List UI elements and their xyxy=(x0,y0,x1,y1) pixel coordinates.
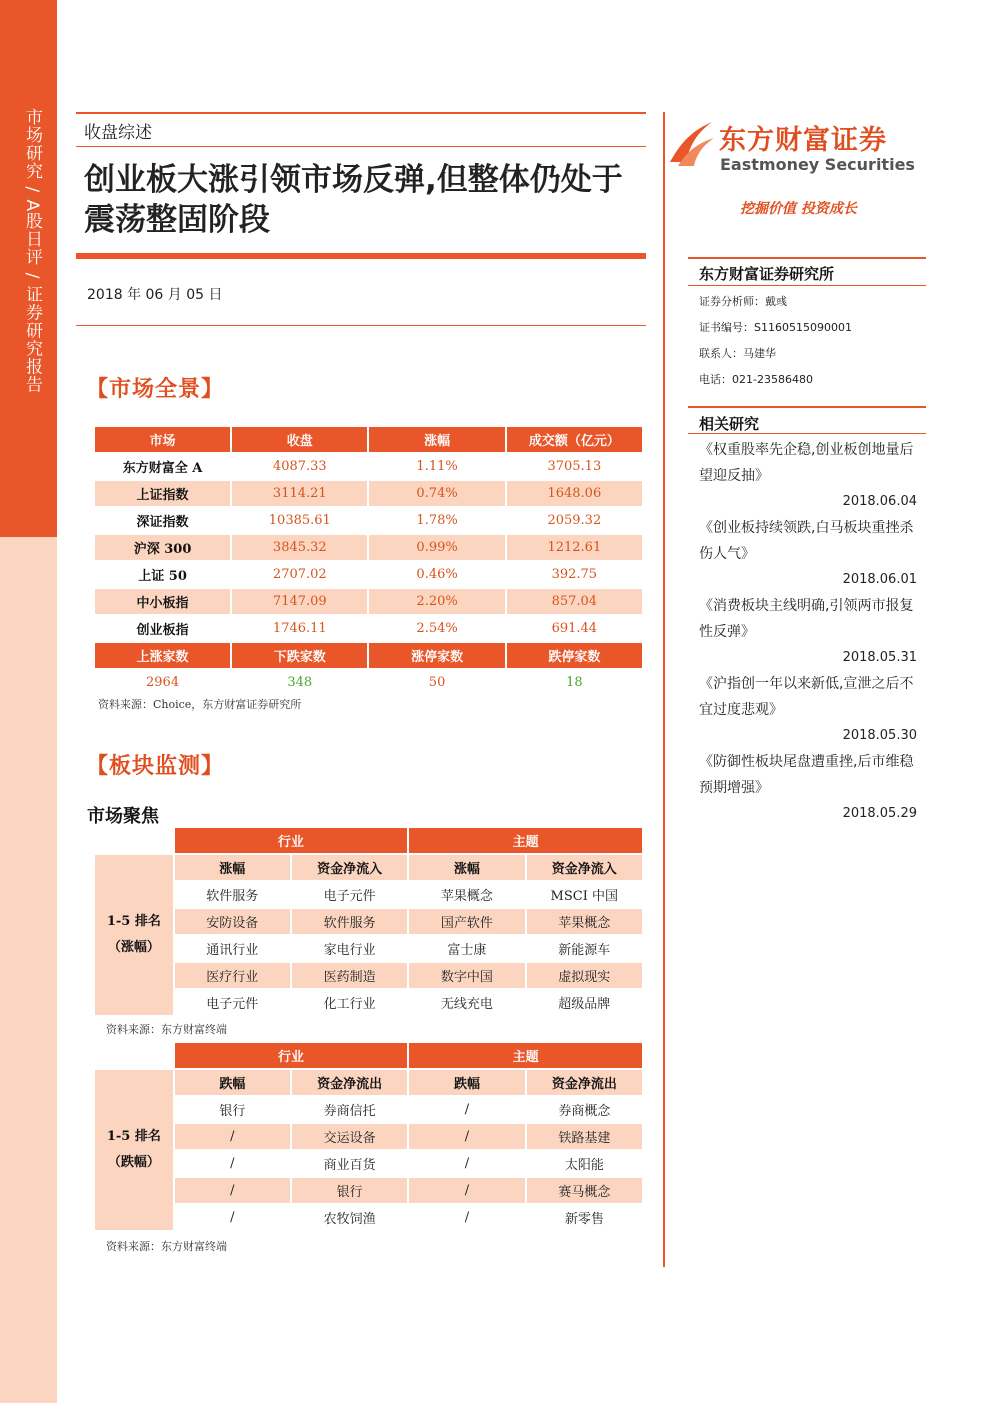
sub-header: 涨幅 xyxy=(409,855,524,880)
col-header: 收盘 xyxy=(232,427,367,452)
table-cell: 商业百货 xyxy=(292,1151,407,1176)
index-volume: 2059.32 xyxy=(507,508,642,533)
sidebar-category-text: 市场研究 / A股日评 / 证券研究报告 xyxy=(22,108,42,394)
table-cell: 超级品牌 xyxy=(527,990,642,1015)
index-close: 3114.21 xyxy=(232,481,367,506)
index-name: 上证 50 xyxy=(95,562,230,587)
table-row xyxy=(95,1178,642,1203)
index-close: 10385.61 xyxy=(232,508,367,533)
table-row xyxy=(95,1097,642,1122)
top-rule xyxy=(76,112,646,114)
index-volume: 3705.13 xyxy=(507,454,642,479)
stat-header: 上涨家数 xyxy=(95,643,230,668)
table-cell: 安防设备 xyxy=(175,909,290,934)
index-change: 1.11% xyxy=(369,454,504,479)
brand-slogan: 挖掘价值 投资成长 xyxy=(740,201,857,217)
table-cell: / xyxy=(175,1178,290,1203)
group-header: 主题 xyxy=(409,1043,642,1068)
table-row xyxy=(95,454,642,479)
table-row xyxy=(95,589,642,614)
table-cell: 通讯行业 xyxy=(175,936,290,961)
table-cell: 虚拟现实 xyxy=(527,963,642,988)
rank-label: 1-5 排名 （跌幅） xyxy=(95,1070,173,1230)
table-cell: 电子元件 xyxy=(175,990,290,1015)
rank-label: 1-5 排名 （涨幅） xyxy=(95,855,173,1015)
col-header: 市场 xyxy=(95,427,230,452)
table-cell: 家电行业 xyxy=(292,936,407,961)
table-cell: 银行 xyxy=(175,1097,290,1122)
table-cell: 新能源车 xyxy=(527,936,642,961)
index-close: 2707.02 xyxy=(232,562,367,587)
related-item-title[interactable]: 《权重股率先企稳,创业板创地量后望迎反抽》 xyxy=(699,442,914,484)
related-rule xyxy=(688,433,926,434)
index-close: 7147.09 xyxy=(232,589,367,614)
related-item-date: 2018.05.30 xyxy=(842,728,917,743)
table-row xyxy=(95,1151,642,1176)
doc-type: 收盘综述 xyxy=(84,123,152,143)
table-cell: 铁路基建 xyxy=(527,1124,642,1149)
sector-heading: 【板块监测】 xyxy=(86,753,225,779)
index-name: 中小板指 xyxy=(95,589,230,614)
table-cell: MSCI 中国 xyxy=(527,882,642,907)
fall-table xyxy=(93,1041,644,1232)
table-cell: 券商信托 xyxy=(292,1097,407,1122)
sub-header: 涨幅 xyxy=(175,855,290,880)
stat-row xyxy=(95,670,642,695)
table-cell: 交运设备 xyxy=(292,1124,407,1149)
table-cell: 富士康 xyxy=(409,936,524,961)
index-change: 2.54% xyxy=(369,616,504,641)
limit-up-count: 50 xyxy=(369,670,504,695)
index-volume: 392.75 xyxy=(507,562,642,587)
sub-header: 资金净流出 xyxy=(527,1070,642,1095)
index-change: 0.99% xyxy=(369,535,504,560)
title-rule xyxy=(76,253,646,259)
table-cell: 数字中国 xyxy=(409,963,524,988)
rise-table xyxy=(93,826,644,1017)
table-row xyxy=(95,963,642,988)
table-cell: 新零售 xyxy=(527,1205,642,1230)
brand-logo-icon xyxy=(668,118,716,170)
col-header: 涨幅 xyxy=(369,427,504,452)
market-table xyxy=(93,425,644,697)
table-row xyxy=(95,1124,642,1149)
down-count: 348 xyxy=(232,670,367,695)
contact-person: 联系人：马建华 xyxy=(699,347,776,360)
institute-rule xyxy=(688,285,926,286)
table-row xyxy=(95,990,642,1015)
table-cell: 无线充电 xyxy=(409,990,524,1015)
table-cell: / xyxy=(409,1205,524,1230)
table-cell: / xyxy=(175,1151,290,1176)
table-row xyxy=(95,936,642,961)
table-cell: 赛马概念 xyxy=(527,1178,642,1203)
group-header: 主题 xyxy=(409,828,642,853)
index-volume: 1648.06 xyxy=(507,481,642,506)
related-item-date: 2018.06.01 xyxy=(842,572,917,587)
table-cell: / xyxy=(409,1151,524,1176)
index-volume: 1212.61 xyxy=(507,535,642,560)
related-item-title[interactable]: 《创业板持续领跌,白马板块重挫杀伤人气》 xyxy=(699,520,914,562)
page-title: 创业板大涨引领市场反弹,但整体仍处于震荡整固阶段 xyxy=(84,162,623,238)
institute-heading: 东方财富证券研究所 xyxy=(699,265,835,283)
table-row xyxy=(95,535,642,560)
sub-header: 跌幅 xyxy=(175,1070,290,1095)
table-row xyxy=(95,562,642,587)
stat-header: 跌停家数 xyxy=(507,643,642,668)
related-item-title[interactable]: 《沪指创一年以来新低,宣泄之后不宜过度悲观》 xyxy=(699,676,914,718)
index-change: 0.46% xyxy=(369,562,504,587)
index-close: 3845.32 xyxy=(232,535,367,560)
institute-top-rule xyxy=(688,257,926,259)
brand-name-en: Eastmoney Securities xyxy=(720,155,915,174)
group-header: 行业 xyxy=(175,1043,408,1068)
table-cell: 太阳能 xyxy=(527,1151,642,1176)
table-cell: 电子元件 xyxy=(292,882,407,907)
table-row xyxy=(95,616,642,641)
table-cell: / xyxy=(175,1124,290,1149)
cert-number: 证书编号：S1160515090001 xyxy=(699,321,852,334)
related-item-date: 2018.06.04 xyxy=(842,494,917,509)
column-divider xyxy=(663,112,665,1267)
related-item-title[interactable]: 《消费板块主线明确,引领两市报复性反弹》 xyxy=(699,598,914,640)
up-count: 2964 xyxy=(95,670,230,695)
table-row xyxy=(95,882,642,907)
table-row xyxy=(95,1205,642,1230)
limit-down-count: 18 xyxy=(507,670,642,695)
index-volume: 857.04 xyxy=(507,589,642,614)
index-change: 0.74% xyxy=(369,481,504,506)
index-name: 沪深 300 xyxy=(95,535,230,560)
table-cell: 券商概念 xyxy=(527,1097,642,1122)
table-cell: 苹果概念 xyxy=(527,909,642,934)
market-source: 资料来源：Choice，东方财富证券研究所 xyxy=(98,698,302,711)
doc-type-rule xyxy=(76,146,646,147)
index-change: 1.78% xyxy=(369,508,504,533)
group-header: 行业 xyxy=(175,828,408,853)
sidebar xyxy=(0,0,57,1403)
index-close: 1746.11 xyxy=(232,616,367,641)
index-volume: 691.44 xyxy=(507,616,642,641)
sub-header: 跌幅 xyxy=(409,1070,524,1095)
stat-header: 下跌家数 xyxy=(232,643,367,668)
table-cell: / xyxy=(409,1097,524,1122)
table-cell: 医疗行业 xyxy=(175,963,290,988)
related-top-rule xyxy=(688,406,926,408)
table-cell: 银行 xyxy=(292,1178,407,1203)
table-cell: 国产软件 xyxy=(409,909,524,934)
sub-header: 资金净流入 xyxy=(527,855,642,880)
analyst-name: 证券分析师：戴彧 xyxy=(699,295,787,308)
table-cell: 化工行业 xyxy=(292,990,407,1015)
rise-source: 资料来源：东方财富终端 xyxy=(106,1023,227,1036)
col-header: 成交额（亿元） xyxy=(507,427,642,452)
brand-name-cn: 东方财富证券 xyxy=(719,125,887,156)
index-close: 4087.33 xyxy=(232,454,367,479)
date-rule xyxy=(76,325,646,326)
report-date: 2018 年 06 月 05 日 xyxy=(87,287,223,303)
sub-header: 资金净流出 xyxy=(292,1070,407,1095)
market-heading: 【市场全景】 xyxy=(86,376,225,402)
related-item-date: 2018.05.29 xyxy=(842,806,917,821)
table-cell: 苹果概念 xyxy=(409,882,524,907)
table-cell: 医药制造 xyxy=(292,963,407,988)
table-cell: / xyxy=(409,1124,524,1149)
index-name: 深证指数 xyxy=(95,508,230,533)
table-cell: 农牧饲渔 xyxy=(292,1205,407,1230)
table-cell: / xyxy=(409,1178,524,1203)
index-name: 创业板指 xyxy=(95,616,230,641)
stat-header: 涨停家数 xyxy=(369,643,504,668)
table-cell: 软件服务 xyxy=(292,909,407,934)
related-heading: 相关研究 xyxy=(699,415,760,433)
sector-subheading: 市场聚焦 xyxy=(87,806,159,827)
table-row xyxy=(95,508,642,533)
phone-number: 电话：021-23586480 xyxy=(699,373,813,386)
index-change: 2.20% xyxy=(369,589,504,614)
table-row xyxy=(95,909,642,934)
related-item-title[interactable]: 《防御性板块尾盘遭重挫,后市维稳预期增强》 xyxy=(699,754,914,796)
sub-header: 资金净流入 xyxy=(292,855,407,880)
table-cell: 软件服务 xyxy=(175,882,290,907)
index-name: 东方财富全 A xyxy=(95,454,230,479)
table-row xyxy=(95,481,642,506)
related-item-date: 2018.05.31 xyxy=(842,650,917,665)
index-name: 上证指数 xyxy=(95,481,230,506)
fall-source: 资料来源：东方财富终端 xyxy=(106,1240,227,1253)
table-cell: / xyxy=(175,1205,290,1230)
